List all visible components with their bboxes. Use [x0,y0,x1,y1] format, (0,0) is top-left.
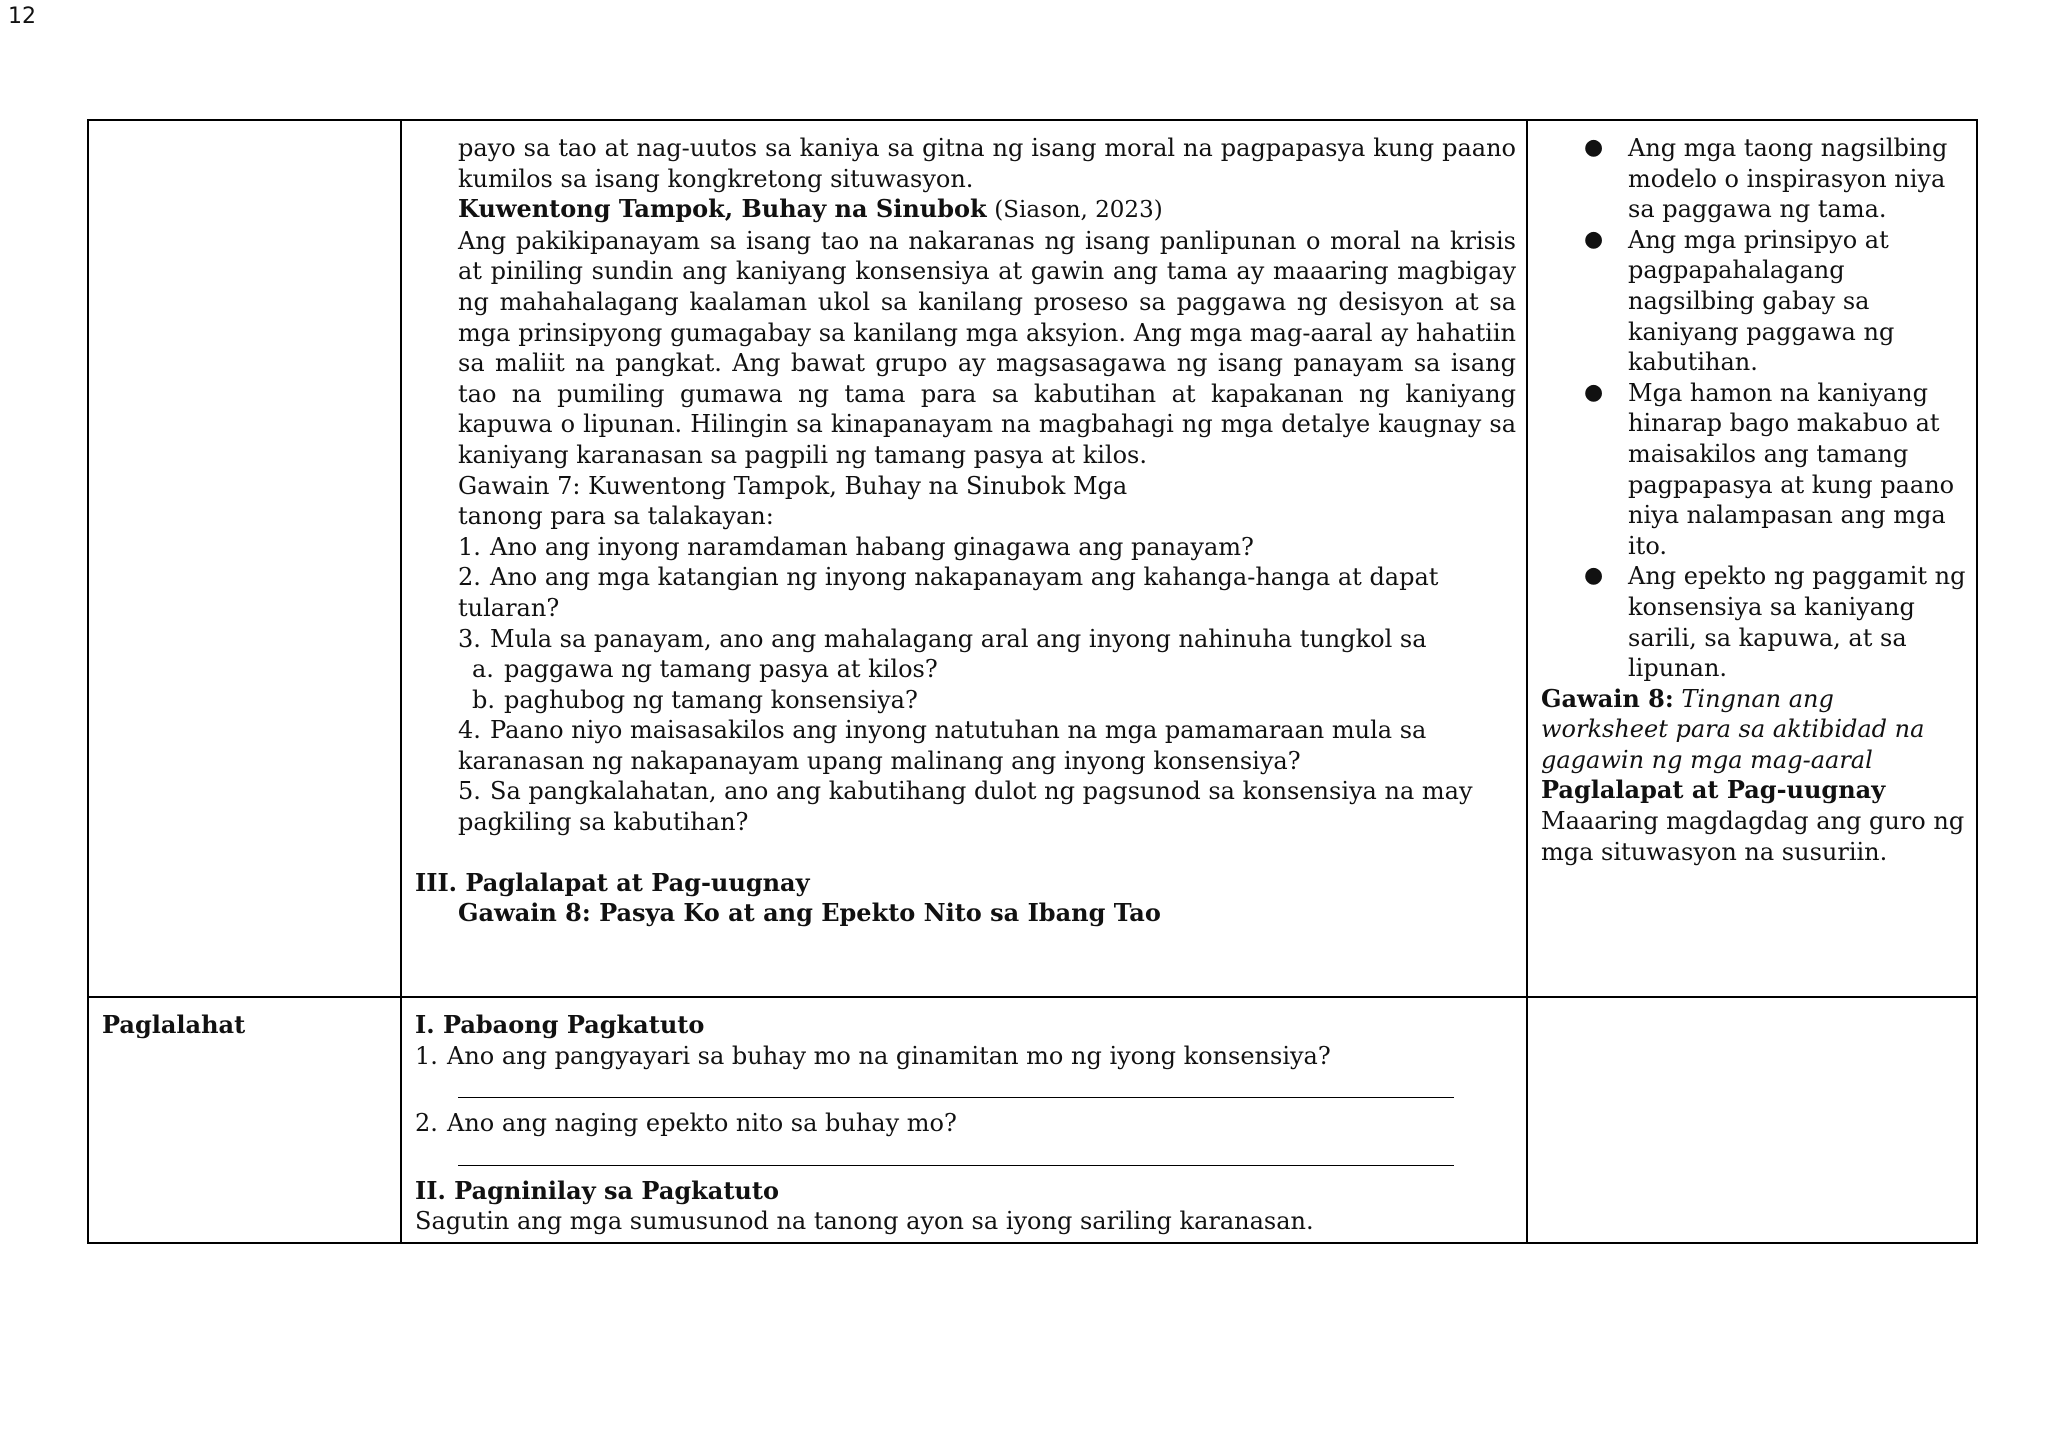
list-item [458,562,1516,623]
lesson-plan-table [87,119,1978,1244]
paglalapat-heading: Paglalapat at Pag-uugnay [1541,775,1886,805]
question-text: Mula sa panayam, ano ang mahalagang aral ang inyong nahinuha tungkol sa [490,624,1427,653]
subquestion-text: paggawa ng tamang pasya at kilos? [504,655,938,684]
question-number: 2. [415,1109,438,1138]
gawain7-line2: tanong para sa talakayan: [458,502,774,531]
list-item: ● Ang epekto ng paggamit ng konsensiya sa kaniyang sarili, sa kapuwa, at sa lipunan. [1541,561,1968,683]
gawain7-line1: Gawain 7: Kuwentong Tampok, Buhay na Sinubok Mga [458,471,1128,500]
row2-content-cell [401,997,1527,1243]
list-item: ● Ang mga taong nagsilbing modelo o inspirasyon niya sa paggawa ng tama. [1541,133,1968,225]
row1-label [89,121,400,133]
intro-paragraph: payo sa tao at nag-uutos sa kaniya sa gitna ng isang moral na pagpapasya kung paano kumilos sa isang kongkretong situwasyon. [458,134,1516,193]
question-list [415,532,1516,838]
question-number: 1. [458,532,481,561]
section1-heading: I. Pabaong Pagkatuto [415,1010,705,1039]
answer-line [458,1139,1454,1166]
question-number: 4. [458,716,481,745]
table-row [88,120,1977,997]
subquestion-letter: b. [472,685,495,714]
list-item [458,654,1516,685]
row1-notes-cell [1527,120,1977,997]
list-item [415,1108,1516,1139]
list-item [458,624,1516,655]
section2-heading: II. Pagninilay sa Pagkatuto [415,1175,779,1205]
activity-title-line [415,194,1516,226]
subquestion-text: paghubog ng tamang konsensiya? [504,685,918,714]
question-number: 3. [458,624,481,653]
activity-title: Kuwentong Tampok, Buhay na Sinubok [458,194,987,224]
gawain8-note-text: Tingnan ang worksheet para sa aktibidad na gagawin ng mga mag-aaral [1541,684,1925,774]
answer-line [458,1071,1454,1098]
paglalapat-note: Maaaring magdagdag ang guro ng mga situwasyon na susuriin. [1541,807,1965,866]
bullet-list [1541,133,1968,684]
list-item [458,532,1516,563]
question-number: 5. [458,777,481,806]
question-text: Ano ang mga katangian ng inyong nakapanayam ang kahanga-hanga at dapat tularan? [458,563,1439,622]
section2-text: Sagutin ang mga sumusunod na tanong ayon sa iyong sariling karanasan. [415,1207,1314,1236]
activity-source: (Siason, 2023) [994,197,1163,224]
list-item: ● Mga hamon na kaniyang hinarap bago makabuo at maisakilos ang tamang pagpapasya at kung paano niya nalampasan ang mga ito. [1541,378,1968,562]
question-number: 1. [415,1041,438,1070]
subquestion-letter: a. [472,655,494,684]
table-row [88,997,1977,1243]
question-text: Sa pangkalahatan, ano ang kabutihang dulot ng pagsunod sa konsensiya na may pagkiling sa kabutihan? [458,777,1473,837]
list-item [458,685,1516,716]
question-text: Ano ang inyong naramdaman habang ginagawa ang panayam? [490,532,1254,561]
list-item: ● Ang mga prinsipyo at pagpapahalagang nagsilbing gabay sa kaniyang paggawa ng kabutihan. [1541,225,1968,378]
question-text: Ano ang naging epekto nito sa buhay mo? [447,1109,957,1138]
gawain8-note [1541,684,1968,776]
question-text: Ano ang pangyayari sa buhay mo na ginamitan mo ng iyong konsensiya? [447,1041,1331,1070]
row2-notes-cell [1527,997,1977,1243]
question-text: Paano niyo maisasakilos ang inyong natutuhan na mga pamamaraan mula sa karanasan ng nakapanayam upang malinang ang inyong konsensiya? [458,716,1427,775]
gawain8-heading: Gawain 8: Pasya Ko at ang Epekto Nito sa Ibang Tao [458,898,1161,928]
row2-notes [1528,998,1976,1010]
row1-content-cell [401,120,1527,997]
page-number: 12 [8,4,36,29]
row2-label: Paglalahat [102,1010,246,1039]
activity-description: Ang pakikipanayam sa isang tao na nakaranas ng isang panlipunan o moral na krisis at piniling sundin ang kaniyang konsensiya at gawin ang tama ay maaaring magbigay ng mahahalagang kaalaman ukol sa kanilang proseso sa paggawa ng desisyon at sa mga prinsipyong gumagabay sa kanilang mga aksyion. Ang mga mag-aaral ay hahatiin sa maliit na pangkat. Ang bawat grupo ay magsasagawa ng isang panayam sa isang tao na pumiling gumawa ng tama para sa kabutihan at kapakanan ng kaniyang kapuwa o lipunan. Hilingin sa kinapanayam na magbahagi ng mga detalye kaugnay sa kaniyang karanasan sa pagpili ng tamang pasya at kilos. [458,226,1516,469]
question-number: 2. [458,563,481,592]
row2-label-cell [88,997,401,1243]
section3-heading: III. Paglalapat at Pag-uugnay [415,867,810,897]
list-item [415,1041,1516,1072]
row1-label-cell [88,120,401,997]
list-item [458,776,1516,837]
gawain8-label: Gawain 8: [1541,683,1674,713]
list-item [458,715,1516,776]
